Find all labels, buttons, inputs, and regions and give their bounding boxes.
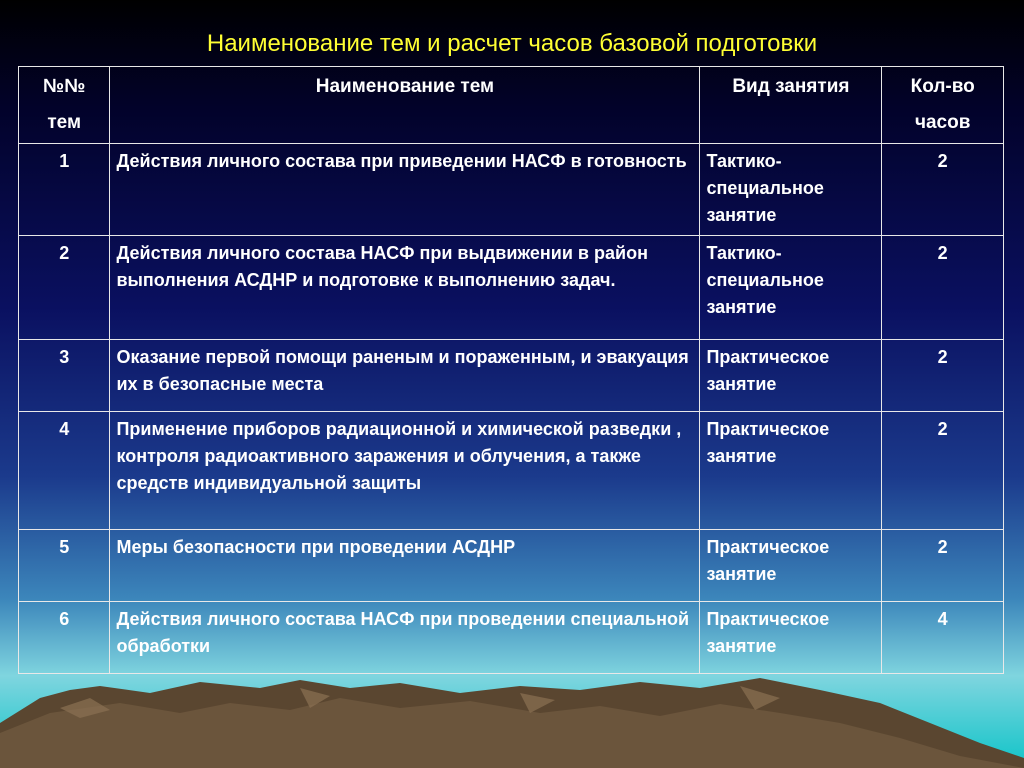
table-row <box>19 530 1004 602</box>
row-num: 2 <box>19 236 110 340</box>
slide-title: Наименование тем и расчет часов базовой подготовки <box>206 30 818 57</box>
row-topic: Действия личного состава при приведении НАСФ в готовность <box>110 144 700 236</box>
row-topic: Действия личного состава НАСФ при выдвижении в район выполнения АСДНР и подготовке к выполнению задач. <box>110 236 700 340</box>
row-hours: 2 <box>882 236 1004 340</box>
table-row <box>19 236 1004 340</box>
table-row <box>19 340 1004 412</box>
row-topic: Действия личного состава НАСФ при проведении специальной обработки <box>110 602 700 674</box>
header-num: №№ тем <box>19 67 110 144</box>
row-kind: Практическое занятие <box>700 530 882 602</box>
row-topic: Применение приборов радиационной и химической разведки , контроля радиоактивного заражения и облучения, а также средств индивидуальной защиты <box>110 412 700 530</box>
row-num: 6 <box>19 602 110 674</box>
table-row <box>19 602 1004 674</box>
header-kind: Вид занятия <box>700 67 882 144</box>
row-num: 1 <box>19 144 110 236</box>
row-num: 3 <box>19 340 110 412</box>
mountains-illustration <box>0 668 1024 768</box>
row-num: 4 <box>19 412 110 530</box>
row-hours: 2 <box>882 340 1004 412</box>
row-hours: 4 <box>882 602 1004 674</box>
header-name: Наименование тем <box>110 67 700 144</box>
row-num: 5 <box>19 530 110 602</box>
row-hours: 2 <box>882 412 1004 530</box>
table-row <box>19 412 1004 530</box>
row-kind: Практическое занятие <box>700 340 882 412</box>
topics-table <box>18 66 1004 674</box>
row-kind: Тактико-специальное занятие <box>700 236 882 340</box>
table-header-row <box>19 67 1004 144</box>
row-kind: Практическое занятие <box>700 412 882 530</box>
row-kind: Тактико-специальное занятие <box>700 144 882 236</box>
row-hours: 2 <box>882 530 1004 602</box>
row-topic: Оказание первой помощи раненым и пораженным, и эвакуация их в безопасные места <box>110 340 700 412</box>
table-row <box>19 144 1004 236</box>
row-topic: Меры безопасности при проведении АСДНР <box>110 530 700 602</box>
row-hours: 2 <box>882 144 1004 236</box>
header-hours: Кол-во часов <box>882 67 1004 144</box>
row-kind: Практическое занятие <box>700 602 882 674</box>
